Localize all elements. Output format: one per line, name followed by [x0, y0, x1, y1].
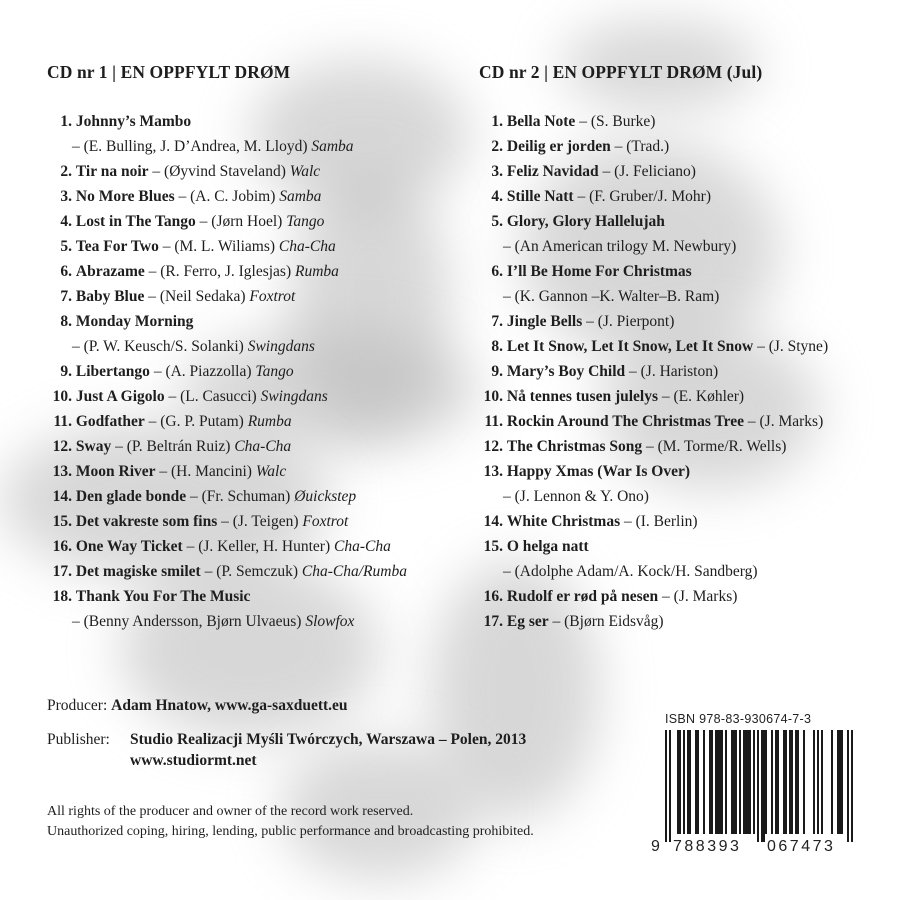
track-composer: – (Jørn Hoel): [199, 213, 283, 230]
track-title: Sway: [75, 438, 112, 455]
barcode-bar: [733, 730, 735, 834]
track-item: [473, 259, 883, 309]
track-title: I’ll Be Home For Christmas: [506, 263, 692, 280]
track-credit: [200, 213, 325, 230]
barcode-digits-left: 788393: [673, 838, 742, 855]
barcode-bar: [721, 730, 723, 834]
track-number: 12.: [483, 438, 503, 455]
track-item: [42, 259, 442, 284]
track-item: [42, 509, 442, 534]
track-composer: – (F. Gruber/J. Mohr): [577, 188, 711, 205]
track-item: [42, 109, 442, 159]
track-composer: – (Bjørn Eidsvåg): [552, 613, 664, 630]
track-title: Mary’s Boy Child: [506, 363, 626, 380]
track-composer: – (L. Casucci): [168, 388, 257, 405]
track-composer: – (An American trilogy M. Newbury): [503, 238, 737, 255]
track-number: 11.: [53, 413, 72, 430]
isbn-text: ISBN 978-83-930674-7-3: [665, 712, 812, 726]
cd1-tracklist: [42, 109, 442, 634]
track-number: 8.: [60, 313, 72, 330]
track-number: 17.: [52, 563, 72, 580]
track-item: [42, 209, 442, 234]
barcode-bar: [745, 730, 747, 834]
track-dance-style: Walc: [289, 163, 321, 180]
barcode-bar: [709, 730, 711, 834]
track-item: [42, 484, 442, 509]
track-title: Rudolf er rød på nesen: [506, 588, 659, 605]
track-number: 13.: [52, 463, 72, 480]
track-dance-style: Tango: [255, 363, 294, 380]
track-composer: – (J. Hariston): [629, 363, 719, 380]
track-number: 12.: [52, 438, 72, 455]
track-number: 3.: [491, 163, 503, 180]
track-title: Det vakreste som fins: [75, 513, 218, 530]
track-composer: – (P. W. Keusch/S. Solanki): [72, 338, 244, 355]
barcode-bar: [841, 730, 843, 834]
track-dance-style: Øuickstep: [294, 488, 357, 505]
barcode-bar: [725, 730, 727, 834]
track-item: [42, 559, 442, 584]
track-title: No More Blues: [75, 188, 175, 205]
barcode-bar: [837, 730, 839, 834]
publisher-value: Studio Realizacji Myśli Twórczych, Warszawa – Polen, 2013: [130, 731, 527, 748]
track-item: [42, 384, 442, 409]
producer-line: [47, 697, 348, 715]
track-composer: – (J. Pierpont): [586, 313, 675, 330]
track-number: 15.: [52, 513, 72, 530]
track-dance-style: Rumba: [295, 263, 339, 280]
track-title: Happy Xmas (War Is Over): [506, 463, 691, 480]
track-title: Feliz Navidad: [506, 163, 599, 180]
track-composer: – (J. Feliciano): [602, 163, 696, 180]
track-composer: – (P. Beltrán Ruiz): [115, 438, 231, 455]
track-credit: [152, 163, 320, 180]
track-dance-style: Samba: [279, 188, 322, 205]
track-dance-style: Foxtrot: [249, 288, 296, 305]
track-title: Tir na noir: [75, 163, 149, 180]
track-item: [473, 359, 883, 384]
track-credit: [148, 288, 295, 305]
track-composer: – (E. Køhler): [661, 388, 745, 405]
barcode-bar: [697, 730, 699, 834]
track-composer: – (A. Piazzolla): [153, 363, 252, 380]
track-title: Abrazame: [75, 263, 145, 280]
track-item: [42, 534, 442, 559]
publisher-url: www.studiormt.net: [130, 752, 257, 769]
barcode-bar: [695, 730, 697, 834]
barcode-bar: [765, 730, 767, 834]
track-item: [473, 434, 883, 459]
barcode-bars: [651, 730, 863, 842]
track-number: 6.: [491, 263, 503, 280]
barcode-bar: [719, 730, 721, 834]
barcode-bar: [789, 730, 791, 834]
track-composer: – (Neil Sedaka): [148, 288, 246, 305]
barcode-bar: [777, 730, 779, 834]
barcode-bar: [677, 730, 679, 834]
track-composer: – (R. Ferro, J. Iglesjas): [148, 263, 292, 280]
track-credit: [190, 488, 356, 505]
track-credit: [42, 134, 442, 159]
track-composer: – (H. Mancini): [159, 463, 252, 480]
barcode-bar: [739, 730, 741, 834]
track-item: [473, 409, 883, 434]
track-composer: – (M. Torme/R. Wells): [645, 438, 787, 455]
track-item: [473, 584, 883, 609]
track-title: Bella Note: [506, 113, 576, 130]
track-number: 16.: [52, 538, 72, 555]
track-composer: – (S. Burke): [579, 113, 656, 130]
barcode-bar: [687, 730, 689, 834]
track-credit: [149, 413, 292, 430]
track-item: [473, 384, 883, 409]
isbn-barcode: [651, 712, 863, 862]
barcode-bar: [821, 730, 823, 834]
producer-value: Adam Hnatow, www.ga-saxduett.eu: [111, 697, 348, 714]
barcode-bar: [665, 730, 667, 842]
track-title: O helga natt: [506, 538, 589, 555]
track-title: Lost in The Tango: [75, 213, 196, 230]
track-composer: – (P. Semczuk): [204, 563, 299, 580]
track-number: 15.: [483, 538, 503, 555]
track-dance-style: Cha-Cha: [278, 238, 336, 255]
track-credit: [168, 388, 327, 405]
barcode-bar: [817, 730, 819, 834]
track-number: 18.: [52, 588, 72, 605]
track-item: [473, 209, 883, 259]
track-title: Den glade bonde: [75, 488, 187, 505]
track-composer: – (M. L. Wiliams): [162, 238, 276, 255]
track-title: Eg ser: [506, 613, 549, 630]
track-title: Baby Blue: [75, 288, 145, 305]
track-item: [473, 509, 883, 534]
track-title: Thank You For The Music: [75, 588, 251, 605]
cd1-heading: CD nr 1 | EN OPPFYLT DRØM: [47, 62, 291, 82]
barcode-bar: [711, 730, 713, 834]
track-item: [473, 109, 883, 134]
barcode-bar: [715, 730, 717, 834]
barcode-digits: [651, 838, 863, 858]
track-composer: – (A. C. Jobim): [178, 188, 276, 205]
barcode-bar: [839, 730, 841, 834]
track-item: [42, 359, 442, 384]
track-number: 7.: [60, 288, 72, 305]
barcode-bar: [757, 730, 759, 842]
barcode-bar: [703, 730, 705, 834]
track-dance-style: Samba: [311, 138, 354, 155]
track-item: [42, 459, 442, 484]
track-number: 2.: [491, 138, 503, 155]
track-title: Deilig er jorden: [506, 138, 611, 155]
track-composer: – (J. Lennon & Y. Ono): [503, 488, 649, 505]
track-number: 17.: [483, 613, 503, 630]
track-composer: – (J. Teigen): [221, 513, 299, 530]
track-title: Rockin Around The Christmas Tree: [506, 413, 745, 430]
barcode-bar: [749, 730, 751, 834]
track-dance-style: Tango: [286, 213, 325, 230]
track-title: Godfather: [75, 413, 145, 430]
barcode-bar: [851, 730, 853, 842]
track-composer: – (Fr. Schuman): [190, 488, 291, 505]
barcode-bar: [803, 730, 805, 834]
track-number: 3.: [60, 188, 72, 205]
track-title: One Way Ticket: [75, 538, 183, 555]
track-number: 4.: [60, 213, 72, 230]
barcode-bar: [735, 730, 737, 834]
barcode-bar: [831, 730, 833, 834]
track-number: 2.: [60, 163, 72, 180]
track-credit: [205, 563, 407, 580]
track-title: Let It Snow, Let It Snow, Let It Snow: [506, 338, 754, 355]
barcode-bar: [689, 730, 691, 834]
track-number: 10.: [52, 388, 72, 405]
barcode-bar: [747, 730, 749, 834]
track-title: White Christmas: [506, 513, 621, 530]
track-item: [473, 459, 883, 509]
track-dance-style: Cha-Cha: [234, 438, 292, 455]
barcode-bar: [717, 730, 719, 834]
track-dance-style: Cha-Cha/Rumba: [301, 563, 407, 580]
rights-line-2: Unauthorized coping, hiring, lending, public performance and broadcasting prohibited.: [47, 824, 534, 839]
track-item: [42, 309, 442, 359]
track-composer: – (Adolphe Adam/A. Kock/H. Sandberg): [503, 563, 758, 580]
track-title: Johnny’s Mambo: [75, 113, 192, 130]
track-number: 16.: [483, 588, 503, 605]
track-number: 5.: [491, 213, 503, 230]
track-title: Libertango: [75, 363, 150, 380]
track-item: [473, 134, 883, 159]
track-number: 13.: [483, 463, 503, 480]
track-item: [42, 409, 442, 434]
track-item: [42, 434, 442, 459]
track-composer: – (J. Styne): [757, 338, 829, 355]
track-dance-style: Foxtrot: [302, 513, 349, 530]
track-composer: – (J. Marks): [747, 413, 824, 430]
track-title: Monday Morning: [75, 313, 194, 330]
track-composer: – (J. Marks): [662, 588, 738, 605]
barcode-bar: [763, 730, 765, 842]
track-title: Glory, Glory Hallelujah: [506, 213, 665, 230]
track-item: [42, 234, 442, 259]
track-composer: – (E. Bulling, J. D’Andrea, M. Lloyd): [72, 138, 308, 155]
track-composer: – (K. Gannon –K. Walter–B. Ram): [503, 288, 720, 305]
track-credit: [154, 363, 294, 380]
track-number: 4.: [491, 188, 503, 205]
track-item: [42, 284, 442, 309]
track-item: [473, 159, 883, 184]
track-title: Just A Gigolo: [75, 388, 165, 405]
track-credit: [163, 238, 336, 255]
track-item: [473, 534, 883, 584]
barcode-digits-right: 067473: [767, 838, 836, 855]
track-composer: – (Øyvind Staveland): [152, 163, 286, 180]
barcode-bar: [795, 730, 797, 834]
barcode-bar: [683, 730, 685, 834]
track-number: 10.: [483, 388, 503, 405]
track-title: The Christmas Song: [506, 438, 643, 455]
track-composer: – (Trad.): [614, 138, 670, 155]
track-item: [42, 184, 442, 209]
track-title: Jingle Bells: [506, 313, 583, 330]
track-credit: [221, 513, 348, 530]
track-credit: [178, 188, 321, 205]
publisher-block: [47, 729, 526, 771]
track-number: 9.: [491, 363, 503, 380]
track-credit: [115, 438, 291, 455]
track-composer: – (I. Berlin): [623, 513, 698, 530]
track-item: [42, 584, 442, 634]
track-title: Tea For Two: [75, 238, 159, 255]
track-item: [42, 159, 442, 184]
barcode-bar: [797, 730, 799, 834]
track-number: 14.: [52, 488, 72, 505]
producer-label: Producer:: [47, 697, 108, 714]
track-number: 8.: [491, 338, 503, 355]
track-item: [473, 309, 883, 334]
barcode-bar: [771, 730, 773, 834]
barcode-bar: [813, 730, 815, 834]
track-dance-style: Swingdans: [260, 388, 328, 405]
track-title: Det magiske smilet: [75, 563, 201, 580]
track-dance-style: Slowfox: [305, 613, 355, 630]
track-item: [473, 184, 883, 209]
track-credit: [42, 609, 442, 634]
track-credit: [159, 463, 286, 480]
track-composer: – (Benny Andersson, Bjørn Ulvaeus): [72, 613, 302, 630]
track-title: Stille Natt: [506, 188, 574, 205]
track-number: 7.: [491, 313, 503, 330]
track-composer: – (G. P. Putam): [148, 413, 244, 430]
rights-line-1: All rights of the producer and owner of the record work reserved.: [47, 804, 414, 819]
track-credit: [42, 334, 442, 359]
barcode-bar: [775, 730, 777, 834]
track-number: 5.: [60, 238, 72, 255]
barcode-bar: [743, 730, 745, 834]
track-credit: [149, 263, 339, 280]
track-number: 11.: [484, 413, 503, 430]
track-dance-style: Swingdans: [247, 338, 315, 355]
publisher-label: Publisher:: [47, 731, 110, 748]
barcode-digit-first: 9: [651, 838, 660, 855]
track-item: [473, 609, 883, 634]
barcode-bar: [791, 730, 793, 834]
cd2-tracklist: [473, 109, 883, 634]
barcode-bar: [783, 730, 785, 834]
barcode-bar: [761, 730, 763, 842]
barcode-bar: [753, 730, 755, 834]
track-title: Moon River: [75, 463, 156, 480]
track-dance-style: Rumba: [247, 413, 292, 430]
track-dance-style: Walc: [255, 463, 287, 480]
barcode-bar: [679, 730, 681, 834]
track-number: 1.: [60, 113, 72, 130]
track-number: 1.: [491, 113, 503, 130]
track-number: 6.: [60, 263, 72, 280]
track-number: 14.: [483, 513, 503, 530]
cd2-heading: CD nr 2 | EN OPPFYLT DRØM (Jul): [479, 62, 763, 82]
barcode-bar: [785, 730, 787, 834]
track-composer: – (J. Keller, H. Hunter): [186, 538, 331, 555]
barcode-bar: [847, 730, 849, 842]
track-dance-style: Cha-Cha: [334, 538, 391, 555]
rights-notice: [47, 802, 534, 842]
track-credit: [187, 538, 391, 555]
track-item: [473, 334, 883, 359]
barcode-bar: [669, 730, 671, 842]
track-number: 9.: [60, 363, 72, 380]
barcode-bar: [731, 730, 733, 834]
track-title: Nå tennes tusen julelys: [506, 388, 659, 405]
